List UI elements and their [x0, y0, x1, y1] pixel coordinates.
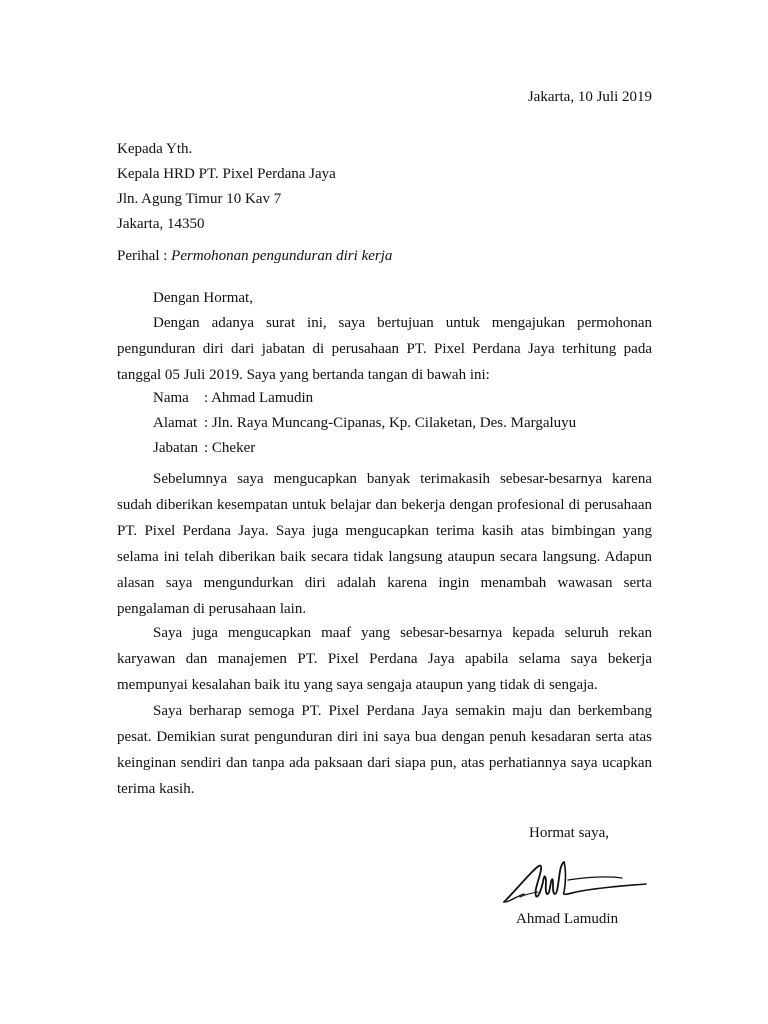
signature-drawing	[498, 850, 658, 912]
name-label: Nama	[153, 390, 189, 406]
recipient-line-4: Jakarta, 14350	[117, 216, 205, 232]
closing-text: Hormat saya,	[529, 825, 609, 841]
detail-address	[153, 415, 576, 432]
recipient-line-3: Jln. Agung Timur 10 Kav 7	[117, 191, 282, 207]
subject-text: Permohonan pengunduran diri kerja	[171, 248, 393, 264]
recipient-line-1: Kepada Yth.	[117, 141, 193, 157]
name-value: : Ahmad Lamudin	[204, 390, 314, 406]
letter-date: Jakarta, 10 Juli 2019	[527, 89, 652, 105]
detail-position	[153, 440, 255, 457]
body-paragraph-3: Saya berharap semoga PT. Pixel Perdana Jaya semakin maju dan berkembang pesat. Demikian surat pengunduran diri ini saya bua dengan penuh kesadaran serta atas keinginan sendiri dan tanpa ada paksaan dari siapa pun, atas perhatiannya saya ucapkan terima kasih.	[117, 703, 652, 797]
detail-name	[153, 390, 313, 407]
body-paragraph-2: Saya juga mengucapkan maaf yang sebesar-besarnya kepada seluruh rekan karyawan dan manajemen PT. Pixel Perdana Jaya apabila selama saya bekerja mempunyai kesalahan baik itu yang saya sengaja ataupun yang tidak di sengaja.	[117, 625, 652, 693]
subject-line	[117, 248, 392, 265]
body-paragraph-1: Sebelumnya saya mengucapkan banyak terimakasih sebesar-besarnya karena sudah diberikan kesempatan untuk belajar dan bekerja dengan profesional di perusahaan PT. Pixel Perdana Jaya. Saya juga mengucapkan terima kasih atas bimbingan yang selama ini telah diberikan baik secara tidak langsung ataupun secara langsung. Adapun alasan saya mengundurkan diri adalah karena ingin menambah wawasan serta pengalaman di perusahaan lain.	[117, 471, 652, 617]
signer-name: Ahmad Lamudin	[516, 911, 619, 927]
position-label: Jabatan	[153, 440, 198, 456]
intro-paragraph: Dengan adanya surat ini, saya bertujuan untuk mengajukan permohonan pengunduran diri dari jabatan di perusahaan PT. Pixel Perdana Jaya terhitung pada tanggal 05 Juli 2019. Saya yang bertanda tangan di bawah ini:	[117, 315, 652, 383]
recipient-line-2: Kepala HRD PT. Pixel Perdana Jaya	[117, 166, 336, 182]
position-value: : Cheker	[204, 440, 256, 456]
signature-image	[498, 850, 658, 912]
address-label: Alamat	[153, 415, 198, 431]
subject-label: Perihal :	[117, 248, 172, 264]
address-value: : Jln. Raya Muncang-Cipanas, Kp. Cilaketan, Des. Margaluyu	[204, 415, 577, 431]
greeting: Dengan Hormat,	[153, 290, 253, 306]
